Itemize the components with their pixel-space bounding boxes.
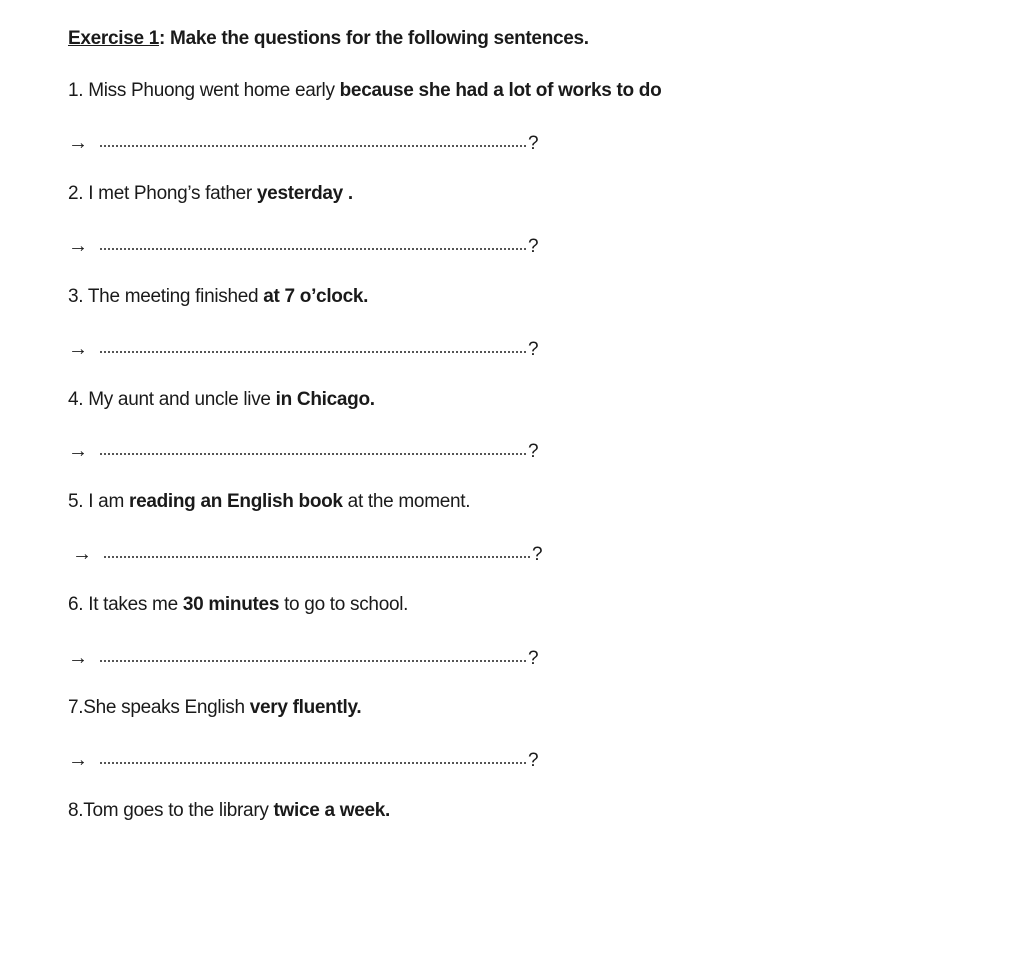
arrow-icon: →: [72, 543, 92, 565]
sentence-6: [68, 594, 408, 616]
sentence-highlight: 30 minutes: [182, 594, 280, 615]
answer-blank[interactable]: [100, 439, 526, 455]
answer-blank[interactable]: [100, 131, 526, 147]
question-mark: ?: [528, 339, 539, 360]
answer-blank[interactable]: [100, 646, 526, 662]
question-mark: ?: [528, 236, 539, 257]
sentence-highlight: very fluently.: [249, 697, 362, 718]
question-mark: ?: [528, 133, 539, 154]
sentence-text: 3. The meeting finished: [68, 286, 264, 307]
sentence-highlight: twice a week.: [273, 800, 391, 821]
sentence-highlight: in Chicago.: [275, 389, 375, 410]
sentence-text: 8.Tom goes to the library: [68, 800, 274, 821]
question-mark: ?: [528, 648, 539, 669]
sentence-highlight: because she had a lot of works to do: [339, 80, 662, 101]
answer-line-1[interactable]: [68, 132, 539, 155]
sentence-3: [68, 286, 368, 308]
answer-blank[interactable]: [104, 542, 530, 558]
answer-line-7[interactable]: [68, 749, 539, 772]
exercise-instruction: : Make the questions for the following sentences.: [159, 28, 589, 49]
answer-blank[interactable]: [100, 234, 526, 250]
answer-line-5[interactable]: [72, 543, 543, 566]
question-mark: ?: [532, 544, 543, 565]
sentence-highlight: yesterday .: [256, 183, 353, 204]
arrow-icon: →: [68, 647, 88, 669]
sentence-text: to go to school.: [279, 594, 409, 615]
answer-line-6[interactable]: [68, 647, 539, 670]
answer-line-3[interactable]: [68, 338, 539, 361]
sentence-7: [68, 697, 361, 719]
sentence-text: 7.She speaks English: [68, 697, 250, 718]
sentence-1: [68, 80, 661, 102]
exercise-label: Exercise 1: [68, 28, 160, 49]
sentence-8: [68, 800, 390, 822]
sentence-highlight: reading an English book: [128, 491, 343, 512]
arrow-icon: →: [68, 235, 88, 257]
arrow-icon: →: [68, 132, 88, 154]
sentence-text: 1. Miss Phuong went home early: [68, 80, 340, 101]
sentence-5: [68, 491, 470, 513]
sentence-text: 5. I am: [68, 491, 129, 512]
sentence-highlight: at 7 o’clock.: [263, 286, 369, 307]
sentence-2: [68, 183, 353, 205]
sentence-text: 6. It takes me: [68, 594, 183, 615]
answer-blank[interactable]: [100, 748, 526, 764]
sentence-text: at the moment.: [342, 491, 471, 512]
arrow-icon: →: [68, 338, 88, 360]
answer-blank[interactable]: [100, 337, 526, 353]
answer-line-4[interactable]: [68, 440, 539, 463]
question-mark: ?: [528, 750, 539, 771]
arrow-icon: →: [68, 749, 88, 771]
sentence-text: 2. I met Phong’s father: [68, 183, 257, 204]
answer-line-2[interactable]: [68, 235, 539, 258]
arrow-icon: →: [68, 440, 88, 462]
exercise-title: [68, 28, 589, 50]
question-mark: ?: [528, 441, 539, 462]
sentence-text: 4. My aunt and uncle live: [68, 389, 276, 410]
sentence-4: [68, 389, 375, 411]
